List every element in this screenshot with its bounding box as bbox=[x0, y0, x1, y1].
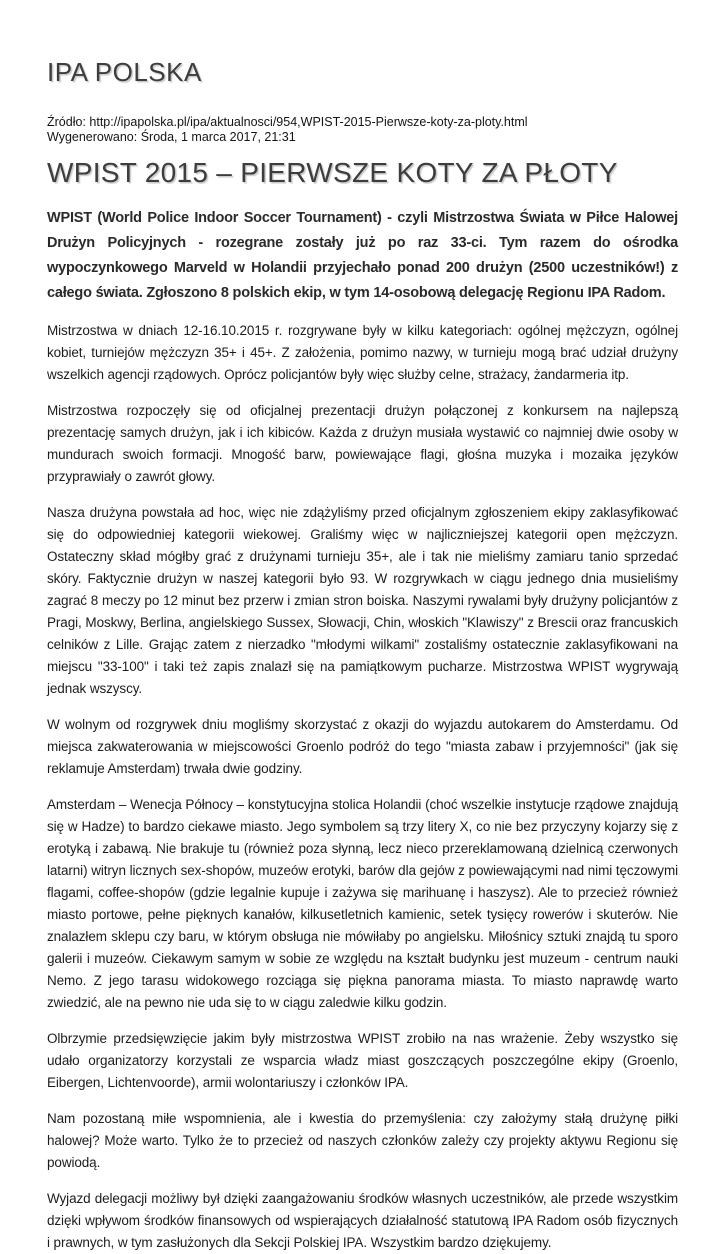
article-body bbox=[47, 206, 678, 1254]
site-title: IPA POLSKA bbox=[47, 57, 202, 87]
article-title: WPIST 2015 – PIERWSZE KOTY ZA PŁOTY bbox=[47, 156, 618, 188]
document-meta bbox=[47, 115, 678, 146]
generated-timestamp: Środa, 1 marca 2017, 21:31 bbox=[140, 130, 296, 145]
article-paragraph: Amsterdam – Wenecja Północy – konstytucyjna stolica Holandii (choć wszelkie instytucje rządowe znajdują się w Hadze) to bardzo ciekawe miasto. Jego symbolem są trzy litery X, co nie bez przyczyny kojarzy się z erotyką i zabawą. Nie brakuje tu (również poza słynną, lecz nieco przereklamowaną dzielnicą czerwonych latarni) witryn licznych sex-shopów, muzeów erotyki, barów dla gejów z powiewającymi nad nimi tęczowymi flagami, coffee-shopów (gdzie legalnie kupuje i zażywa się marihuanę i haszysz). Ale to przecież również miasto portowe, pełne pięknych kanałów, kilkusetletnich kamienic, setek tysięcy rowerów i skuterów. Nie znalazłem sklepu czy baru, w którym obsługa nie mówiłaby po angielsku. Miłośnicy sztuki znajdą tu sporo galerii i muzeów. Ciekawym samym w sobie ze względu na kształt budynku jest muzeum - centrum nauki Nemo. Z jego tarasu widokowego rozciąga się piękna panorama miasta. To miasto naprawdę warto zwiedzić, ale na pewno nie uda się to w ciągu zaledwie kilku godzin. bbox=[47, 797, 678, 1011]
article-paragraph: Mistrzostwa w dniach 12-16.10.2015 r. rozgrywane były w kilku kategoriach: ogólnej mężczyzn, ogólnej kobiet, turniejów mężczyzn 35+ i 45+. Z założenia, pomimo nazwy, w turnieju mogą brać udział drużyny wszelkich agencji rządowych. Oprócz policjantów były więc służby celne, strażacy, żandarmeria itp. bbox=[47, 323, 678, 383]
article-paragraph: Mistrzostwa rozpoczęły się od oficjalnej prezentacji drużyn połączonej z konkursem na najlepszą prezentację samych drużyn, jak i ich kibiców. Każda z drużyn musiała wystawić co najmniej dwie osoby w mundurach swoich formacji. Mnogość barw, powiewające flagi, głośna muzyka i mozaika języków przyprawiały o zawrót głowy. bbox=[47, 403, 678, 485]
source-url: http://ipapolska.pl/ipa/aktualnosci/954,WPIST-2015-Pierwsze-koty-za-ploty.html bbox=[89, 114, 528, 129]
article-paragraph: Olbrzymie przedsięwzięcie jakim były mistrzostwa WPIST zrobiło na nas wrażenie. Żeby wszystko się udało organizatorzy korzystali ze wsparcia władz miast goszczących poszczególne ekipy (Groenlo, Eibergen, Lichtenvoorde), armii wolontariuszy i członków IPA. bbox=[47, 1031, 678, 1091]
generated-line bbox=[47, 130, 678, 146]
source-line bbox=[47, 115, 678, 131]
article-paragraph: Wyjazd delegacji możliwy był dzięki zaangażowaniu środków własnych uczestników, ale przede wszystkim dzięki wpływom środków finansowych od wspierających działalność statutową IPA Radom osób fizycznych i prawnych, w tym zasłużonych dla Sekcji Polskiej IPA. Wszystkim bardzo dziękujemy. bbox=[47, 1191, 678, 1251]
article-paragraph: Nam pozostaną miłe wspomnienia, ale i kwestia do przemyślenia: czy założymy stałą drużynę piłki halowej? Może warto. Tylko że to przecież od naszych członków zależy czy projekty aktywu Regionu się powiodą. bbox=[47, 1111, 678, 1171]
article-lead: WPIST (World Police Indoor Soccer Tournament) - czyli Mistrzostwa Świata w Piłce Halowej Drużyn Policyjnych - rozegrane zostały już po raz 33-ci. Tym razem do ośrodka wypoczynkowego Marveld w Holandii przyjechało ponad 200 drużyn (2500 uczestników!) z całego świata. Zgłoszono 8 polskich ekip, w tym 14-osobową delegację Regionu IPA Radom. bbox=[47, 210, 678, 302]
article-paragraph: W wolnym od rozgrywek dniu mogliśmy skorzystać z okazji do wyjazdu autokarem do Amsterdamu. Od miejsca zakwaterowania w miejscowości Groenlo podróż do tego "miasta zabaw i przyjemności" (jak się reklamuje Amsterdam) trwała dwie godziny. bbox=[47, 717, 678, 777]
source-label: Źródło: bbox=[47, 114, 86, 129]
generated-label: Wygenerowano: bbox=[47, 130, 138, 145]
article-paragraph: Nasza drużyna powstała ad hoc, więc nie zdążyliśmy przed oficjalnym zgłoszeniem ekipy zaklasyfikować się do odpowiedniej kategorii wiekowej. Graliśmy więc w najliczniejszej kategorii open mężczyzn. Ostateczny skład mógłby grać z drużynami turnieju 35+, ale i tak nie mieliśmy zamiaru tanio sprzedać skóry. Faktycznie drużyn w naszej kategorii było 93. W rozgrywkach w ciągu jednego dnia musieliśmy zagrać 8 meczy po 12 minut bez przerw i zmian stron boiska. Naszymi rywalami były drużyny policjantów z Pragi, Moskwy, Berlina, angielskiego Sussex, Słowacji, Chin, włoskich "Klawiszy" z Brescii oraz francuskich celników z Lille. Grając zatem z nierzadko "młodymi wilkami" zostaliśmy ostatecznie zaklasyfikowani na miejscu "33-100" i taki też zapis znalazł się na pamiątkowym pucharze. Mistrzostwa WPIST wygrywają jednak wszyscy. bbox=[47, 505, 678, 697]
